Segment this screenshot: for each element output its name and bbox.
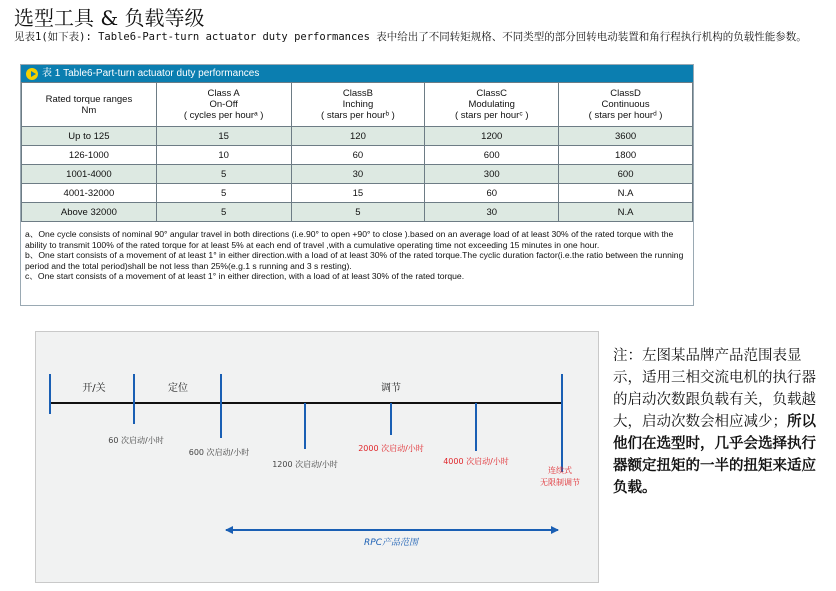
table-cell: 600 xyxy=(559,165,693,184)
table-cell: 30 xyxy=(291,165,425,184)
table-cell: N.A xyxy=(559,184,693,203)
header-line: Class A xyxy=(207,88,240,99)
header-class-d xyxy=(559,83,693,127)
table-header-row xyxy=(22,83,693,127)
intro-paragraph: 见表1(如下表): Table6-Part-turn actuator duty performances 表中给出了不同转矩规格、不同类型的部分回转电动装置和角行程执行机构的负载性能参数。 xyxy=(14,31,807,43)
header-class-c xyxy=(425,83,559,127)
footnote-b: b、One start consists of a movement of at least 1° in either direction.with a load of at least 30% of the rated torque.The cyclic duration factor(i.e.the ratio between the running period and the total period)shall be not less than 25%(e.g.1 s running and 3 s resting). xyxy=(25,250,684,271)
duty-table-panel xyxy=(20,64,694,306)
tick-label-2000: 2000 次启动/小时 xyxy=(358,444,424,453)
section-label-positioning: 定位 xyxy=(168,383,188,394)
table-cell: 5 xyxy=(156,184,291,203)
table-cell: 3600 xyxy=(559,127,693,146)
table-cell: 10 xyxy=(156,146,291,165)
header-line: Continuous xyxy=(601,99,650,110)
table-cell: 120 xyxy=(291,127,425,146)
table-cell: 15 xyxy=(291,184,425,203)
header-line: ( stars per hourᵇ ) xyxy=(321,110,395,121)
header-line: ClassB xyxy=(342,88,373,99)
side-note xyxy=(613,345,827,499)
tick-label-4000: 4000 次启动/小时 xyxy=(443,457,509,466)
header-line: ( stars per hourᶜ ) xyxy=(454,110,529,121)
header-line: ClassC xyxy=(476,88,508,99)
table-row xyxy=(22,203,693,222)
table-cell: 1001-4000 xyxy=(22,165,157,184)
table-caption: 表 1 Table6-Part-turn actuator duty performances xyxy=(42,68,260,79)
table-cell: 1800 xyxy=(559,146,693,165)
table-cell: N.A xyxy=(559,203,693,222)
end-label-line-1: 连续式 xyxy=(548,466,572,475)
footnote-a: a、One cycle consists of nominal 90° angular travel in both directions (i.e.90° to open +90° to close ).based on an average load of at least 30% of the rated torque with the ability to transmit 100% of the rated torque for at least 5% at each end of travel ,with a cumulative operating time not exceeding 15 minutes in one hour. xyxy=(25,229,674,250)
side-note-text: 注：左图某品牌产品范围表显示，适用三相交流电机的执行器的启动次数跟负载有关，负载越大，启动次数会相应减少； xyxy=(613,348,816,430)
table-cell: 60 xyxy=(291,146,425,165)
table-row xyxy=(22,146,693,165)
tick-label-600: 600 次启动/小时 xyxy=(188,448,250,457)
header-class-a xyxy=(156,83,291,127)
section-label-modulating: 调节 xyxy=(381,383,401,394)
header-line: Modulating xyxy=(468,99,515,110)
header-line: Inching xyxy=(342,99,374,110)
play-arrow-icon xyxy=(26,68,38,80)
table-cell: 15 xyxy=(156,127,291,146)
table-cell: 5 xyxy=(156,203,291,222)
table-footnotes xyxy=(21,222,693,282)
table-row xyxy=(22,165,693,184)
header-line: ClassD xyxy=(610,88,641,99)
table-cell: 300 xyxy=(425,165,559,184)
table-row xyxy=(22,184,693,203)
product-range-label: RPC产品范围 xyxy=(364,538,418,548)
tick-label-1200: 1200 次启动/小时 xyxy=(272,460,338,469)
header-line: On-Off xyxy=(209,99,238,110)
header-torque-range xyxy=(22,83,157,127)
table-cell: 4001-32000 xyxy=(22,184,157,203)
section-label-on-off: 开/关 xyxy=(82,383,106,394)
table-cell: Up to 125 xyxy=(22,127,157,146)
table-row xyxy=(22,127,693,146)
end-label-line-2: 无限制调节 xyxy=(540,478,580,487)
side-note-emphasis: 所以他们在选型时，几乎会选择执行器额定扭矩的一半的扭矩来适应负载。 xyxy=(613,413,816,496)
page-title: 选型工具 & 负载等级 xyxy=(14,6,205,30)
table-caption-bar xyxy=(21,65,693,82)
diagram-canvas xyxy=(36,332,598,582)
table-cell: 5 xyxy=(291,203,425,222)
table-cell: 60 xyxy=(425,184,559,203)
table-cell: 30 xyxy=(425,203,559,222)
duty-table xyxy=(21,82,693,222)
table-cell: 1200 xyxy=(425,127,559,146)
tick-label-60: 60 次启动/小时 xyxy=(108,436,164,445)
table-cell: 126-1000 xyxy=(22,146,157,165)
start-frequency-diagram xyxy=(35,331,599,583)
table-cell: Above 32000 xyxy=(22,203,157,222)
table-cell: 600 xyxy=(425,146,559,165)
header-line: ( stars per hourᵈ ) xyxy=(588,110,663,121)
header-line: Rated torque ranges xyxy=(45,93,133,105)
header-line: ( cycles per hourᵃ ) xyxy=(183,110,264,121)
footnote-c: c、One start consists of a movement of at least 1° in either direction, with a load of at least 30% of the rated torque. xyxy=(25,271,465,281)
table-cell: 5 xyxy=(156,165,291,184)
header-line: Nm xyxy=(81,104,97,116)
header-class-b xyxy=(291,83,425,127)
frequency-ticks xyxy=(108,403,509,469)
